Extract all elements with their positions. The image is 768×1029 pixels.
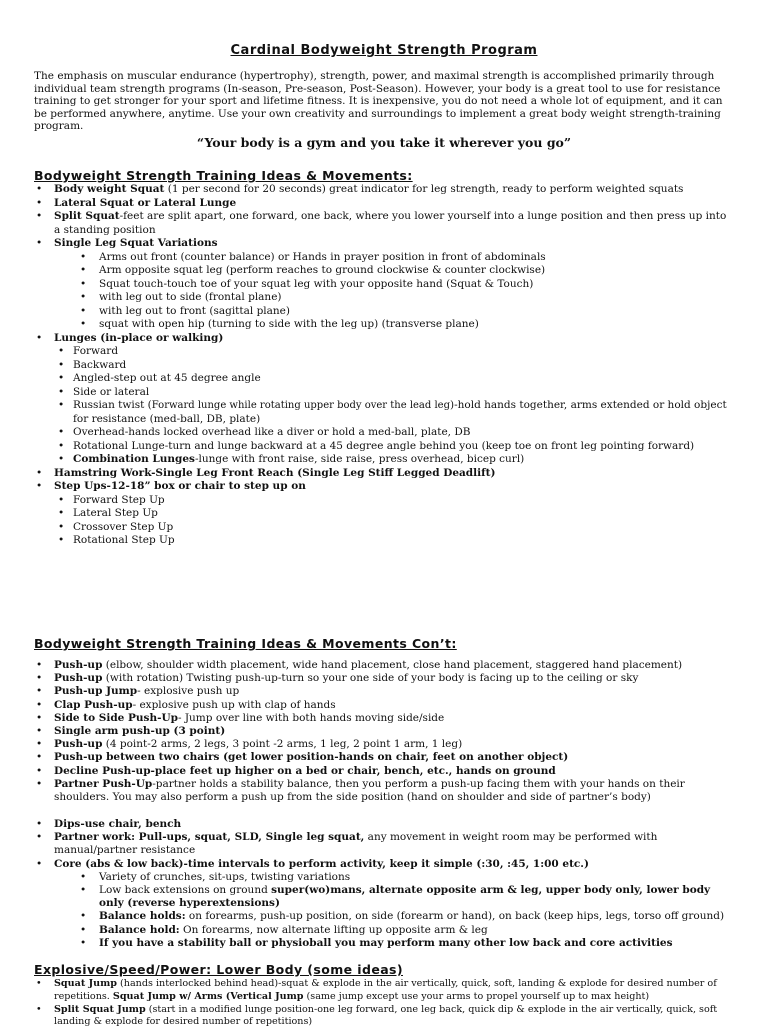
list-item: • Squat touch-touch toe of your squat leg with your opposite hand (Squat & Touch) (80, 278, 734, 292)
list-item: • Split Squat-feet are split apart, one forward, one back, where you lower yourself into a lunge position and then press up into a standing position (34, 210, 734, 237)
movements-list (34, 183, 734, 548)
list-item: • Partner work: Pull-ups, squat, SLD, Single leg squat, any movement in weight room may be performed with manual/partner resistance (34, 831, 734, 857)
list-item: • Push-up Jump- explosive push up (34, 685, 734, 698)
section-heading-movements: Bodyweight Strength Training Ideas & Movements: (34, 168, 413, 183)
list-item: • Partner Push-Up-partner holds a stability balance, then you perform a push-up facing them with your hands on their shoulders. You may also perform a push up from the side position (hand on shoulder and side of partner’s body) (34, 778, 734, 804)
list-item: • Lateral Step Up (58, 507, 734, 521)
section-heading-movements-cont: Bodyweight Strength Training Ideas & Movements Con’t: (34, 636, 457, 651)
list-item: • Push-up (4 point-2 arms, 2 legs, 3 point -2 arms, 1 leg, 2 point 1 arm, 1 leg) (34, 738, 734, 751)
list-item: • Single arm push-up (3 point) (34, 725, 734, 738)
list-item: • Forward (58, 345, 734, 359)
quote: “Your body is a gym and you take it wherever you go” (196, 135, 572, 150)
intro-paragraph: The emphasis on muscular endurance (hypertrophy), strength, power, and maximal strength is accomplished primarily through individual team strength programs (In-season, Pre-season, Post-Season). However, your body is a great tool to use for resistance training to get stronger for your sport and lifetime fitness. It is inexpensive, you do not need a whole lot of equipment, and it can be performed anywhere, anytime. Use your own creativity and surroundings to implement a great body weight strength-training program. (34, 70, 723, 133)
list-item: • Body weight Squat (1 per second for 20 seconds) great indicator for leg strength, ready to perform weighted squats (34, 183, 734, 197)
movements-cont-list (34, 659, 734, 804)
list-item: • Overhead-hands locked overhead like a diver or hold a med-ball, plate, DB (58, 426, 734, 440)
list-item: • If you have a stability ball or physioball you may perform many other low back and core activities (80, 937, 734, 950)
list-item: • Forward Step Up (58, 494, 734, 508)
list-item: • squat with open hip (turning to side with the leg up) (transverse plane) (80, 318, 734, 332)
list-item: • Side to Side Push-Up- Jump over line with both hands moving side/side (34, 712, 734, 725)
list-item: • Decline Push-up-place feet up higher on a bed or chair, bench, etc., hands on ground (34, 765, 734, 778)
list-item: • Combination Lunges-lunge with front raise, side raise, press overhead, bicep curl) (58, 453, 734, 467)
lunge-variations (58, 345, 734, 467)
list-item: • Variety of crunches, sit-ups, twisting variations (80, 871, 734, 884)
list-item: • Split Squat Jump (start in a modified lunge position-one leg forward, one leg back, quick dip & explode in the air vertically, quick, soft landing & explode for desired number of repetitions) (34, 1004, 734, 1029)
list-item: • Push-up (elbow, shoulder width placement, wide hand placement, close hand placement, staggered hand placement) (34, 659, 734, 672)
list-item: • Rotational Lunge-turn and lunge backward at a 45 degree angle behind you (keep toe on front leg pointing forward) (58, 440, 734, 454)
list-item: • Lateral Squat or Lateral Lunge (34, 197, 734, 211)
list-item: • Arms out front (counter balance) or Hands in prayer position in front of abdominals (80, 251, 734, 265)
stepup-variations (58, 494, 734, 548)
document-title: Cardinal Bodyweight Strength Program (230, 43, 538, 58)
movements-cont-list-2 (34, 818, 734, 950)
list-item: • Step Ups-12-18” box or chair to step up on • Forward Step Up • Lateral Step Up • Crossover Step Up • Rotational Step Up (34, 480, 734, 548)
list-item: • with leg out to front (sagittal plane) (80, 305, 734, 319)
list-item: • Push-up (with rotation) Twisting push-up-turn so your one side of your body is facing up to the ceiling or sky (34, 672, 734, 685)
explosive-list (34, 978, 734, 1029)
list-item: • Balance hold: On forearms, now alternate lifting up opposite arm & leg (80, 924, 734, 937)
list-item: • Squat Jump (hands interlocked behind head)-squat & explode in the air vertically, quick, soft, landing & explode for desired number of repetitions. Squat Jump w/ Arms (Vertical Jump (same jump except use your arms to propel yourself up to max height) (34, 978, 734, 1004)
list-item: • Russian twist (Forward lunge while rotating upper body over the lead leg)-hold hands together, arms extended or hold object for resistance (med-ball, DB, plate) (58, 399, 734, 426)
list-item: • Hamstring Work-Single Leg Front Reach (Single Leg Stiff Legged Deadlift) (34, 467, 734, 481)
list-item: • Single Leg Squat Variations • Arms out front (counter balance) or Hands in prayer position in front of abdominals • Arm opposite squat leg (perform reaches to ground clockwise & counter clockwise) • Squat touch-touch toe of your squat leg with your opposite hand (Squat & Touch) • with leg out to side (frontal plane) • with leg out to front (sagittal plane) • squat with open hip (turning to side with the leg up) (transverse plane) (34, 237, 734, 332)
section-heading-explosive: Explosive/Speed/Power: Lower Body (some ideas) (34, 962, 403, 977)
list-item: • Low back extensions on ground super(wo)mans, alternate opposite arm & leg, upper body only, lower body only (reverse hyperextensions) (80, 884, 734, 910)
list-item: • Dips-use chair, bench (34, 818, 734, 831)
list-item: • Clap Push-up- explosive push up with clap of hands (34, 699, 734, 712)
list-item: • Crossover Step Up (58, 521, 734, 535)
core-variations (80, 871, 734, 950)
list-item: • Balance holds: on forearms, push-up position, on side (forearm or hand), on back (keep hips, legs, torso off ground) (80, 910, 734, 923)
list-item: • with leg out to side (frontal plane) (80, 291, 734, 305)
list-item: • Side or lateral (58, 386, 734, 400)
list-item: • Rotational Step Up (58, 534, 734, 548)
list-item: • Angled-step out at 45 degree angle (58, 372, 734, 386)
list-item: • Backward (58, 359, 734, 373)
list-item: • Push-up between two chairs (get lower position-hands on chair, feet on another object) (34, 751, 734, 764)
list-item: • Lunges (in-place or walking) • Forward • Backward • Angled-step out at 45 degree angle • Side or lateral • Russian twist (Forward lunge while rotating upper body over the lead leg)-hold hands together, arms extended or hold object for resistance (med-ball, DB, plate) • Overhead-hands locked overhead like a diver or hold a med-ball, plate, DB • Rotational Lunge-turn and lunge backward at a 45 degree angle behind you (keep toe on front leg pointing forward) • Combination Lunges-lunge with front raise, side raise, press overhead, bicep curl) (34, 332, 734, 467)
list-item: • Arm opposite squat leg (perform reaches to ground clockwise & counter clockwise) (80, 264, 734, 278)
single-leg-variations (80, 251, 734, 332)
list-item: • Core (abs & low back)-time intervals to perform activity, keep it simple (:30, :45, 1:00 etc.) • Variety of crunches, sit-ups, twisting variations • Low back extensions on ground super(wo)mans, alternate opposite arm & leg, upper body only, lower body only (reverse hyperextensions) • Balance holds: on forearms, push-up position, on side (forearm or hand), on back (keep hips, legs, torso off ground) • Balance hold: On forearms, now alternate lifting up opposite arm & leg • If you have a stability ball or physioball you may perform many other low back and core activities (34, 858, 734, 950)
